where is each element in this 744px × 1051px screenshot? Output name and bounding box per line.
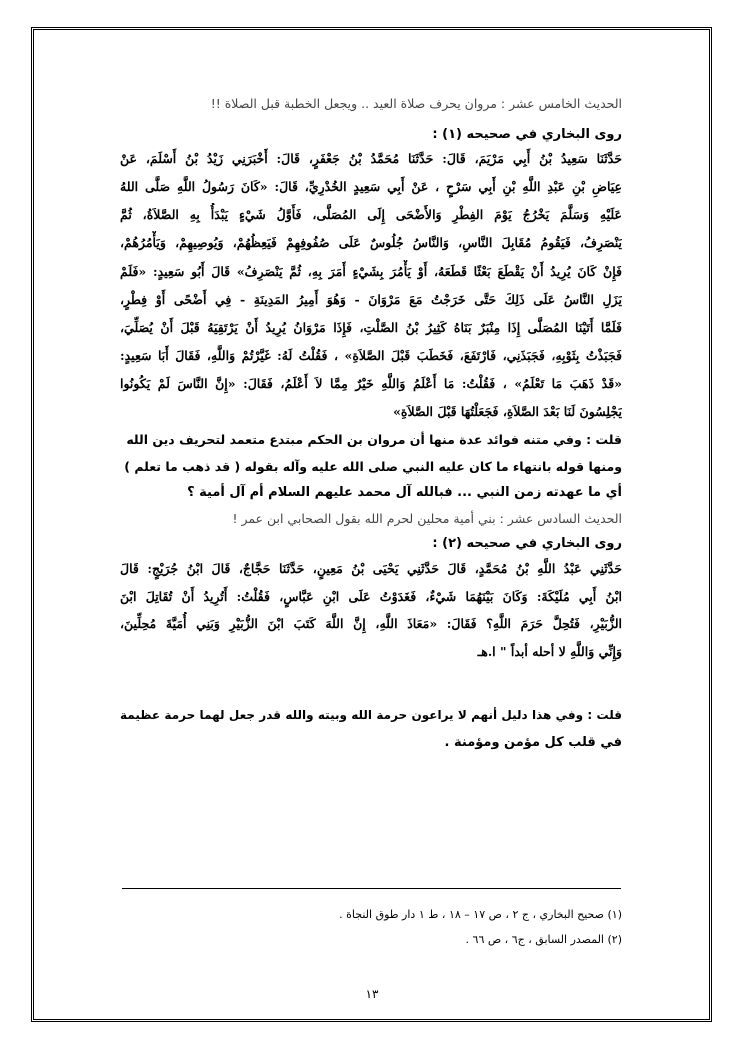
hadith-1-line-10: يَجْلِسُونَ لَنَا بَعْدَ الصَّلاَةِ، فَجَعَلْتُهَا قَبْلَ الصَّلاَةِ» <box>393 404 622 419</box>
comment-1-line-3: أي ما عهدته زمن النبي ... فبالله آل محمد عليهم السلام أم آل أمية ؟ <box>187 485 622 500</box>
hadith-1-line-8: فَجَبَذْتُ بِثَوْبِهِ، فَجَبَذَنِي، فَارْتَفَعَ، فَخَطَبَ قَبْلَ الصَّلاَةِ» ، فَقُلْتُ لَهُ: غَيَّرْتُمْ وَاللَّهِ، فَقَالَ أَبَا سَعِيدٍ: <box>120 348 622 363</box>
comment-1-line-2: ومنها قوله بانتهاء ما كان عليه النبي صلى الله عليه وآله بقوله ( قد ذهب ما تعلم ) <box>124 459 622 474</box>
hadith-1-line-5: فَإِنْ كَانَ يُرِيدُ أَنْ يَقْطَعَ بَعْثًا قَطَعَهُ، أَوْ يَأْمُرَ بِشَيْءٍ أَمَرَ بِهِ، ثُمَّ يَنْصَرِفُ» قَالَ أَبُو سَعِيدٍ: «فَلَمْ <box>120 264 622 279</box>
hadith-2-line-3: الزُّبَيْرِ، فَتُحِلَّ حَرَمَ اللَّهِ؟ فَقَالَ: «مَعَاذَ اللَّهِ، إِنَّ اللَّهَ كَتَبَ ابْنَ الزُّبَيْرِ وَبَنِي أُمَيَّةَ مُحِلِّينَ، <box>120 616 622 631</box>
narrator-line-2: روى البخاري في صحيحه (٢) : <box>432 536 622 551</box>
hadith-1-line-9: «قَدْ ذَهَبَ مَا تَعْلَمُ» ، فَقُلْتُ: مَا أَعْلَمُ وَاللَّهِ خَيْرٌ مِمَّا لاَ أَعْلَمُ، فَقَالَ: «إِنَّ النَّاسَ لَمْ يَكُونُوا <box>120 376 622 391</box>
hadith-1-line-4: يَنْصَرِفُ، فَيَقُومُ مُقَابِلَ النَّاسِ، وَالنَّاسُ جُلُوسٌ عَلَى صُفُوفِهِمْ فَيَعِظُهُمْ، وَيُوصِيهِمْ، وَيَأْمُرُهُمْ، <box>120 235 622 250</box>
footnote-2: (٢) المصدر السابق ، ج٦ ، ص ٦٦ . <box>465 933 622 946</box>
hadith-2-line-4: وَإِنِّي وَاللَّهِ لا أحله أبداً " ا.هـ <box>477 644 622 659</box>
hadith-1-line-7: فَلَمَّا أَتَيْنَا المُصَلَّى إِذَا مِنْبَرٌ بَنَاهُ كَثِيرُ بْنُ الصَّلْتِ، فَإِذَا مَرْوَانُ يُرِيدُ أَنْ يَرْتَقِيَهُ قَبْلَ أَنْ يُصَلِّيَ، <box>120 320 622 335</box>
comment-2-line-2: في قلب كل مؤمن ومؤمنة . <box>444 735 622 750</box>
hadith-1-line-3: عَلَيْهِ وَسَلَّمَ يَخْرُجُ يَوْمَ الفِطْرِ وَالأَضْحَى إِلَى المُصَلَّى، فَأَوَّلُ شَيْءٍ يَبْدَأُ بِهِ الصَّلاَةُ، ثُمَّ <box>120 207 622 222</box>
page-number: ١٣ <box>365 987 379 1001</box>
hadith-15-heading: الحديث الخامس عشر : مروان يحرف صلاة العيد .. ويجعل الخطبة قبل الصلاة !! <box>210 96 622 111</box>
hadith-16-heading: الحديث السادس عشر : بني أمية محلين لحرم الله بقول الصحابي ابن عمر ! <box>232 511 622 526</box>
hadith-1-line-6: يَزَلِ النَّاسُ عَلَى ذَلِكَ حَتَّى خَرَجْتُ مَعَ مَرْوَانَ - وَهُوَ أَمِيرُ المَدِينَةِ - فِي أَضْحًى أَوْ فِطْرٍ، <box>120 292 622 307</box>
narrator-line-1: روى البخاري في صحيحه (١) : <box>432 127 622 142</box>
footnote-separator <box>122 888 621 889</box>
footnote-1: (١) صحيح البخاري ، ج ٢ ، ص ١٧ – ١٨ ، ط ١ دار طوق النجاة . <box>339 908 622 921</box>
hadith-2-line-2: ابْنُ أَبِي مُلَيْكَةَ: وَكَانَ بَيْنَهُمَا شَيْءٌ، فَغَدَوْتُ عَلَى ابْنِ عَبَّاسٍ، فَقُلْتُ: أَتُرِيدُ أَنْ تُقَاتِلَ ابْنَ <box>120 589 622 604</box>
hadith-1-line-1: حَدَّثَنَا سَعِيدُ بْنُ أَبِي مَرْيَمَ، قَالَ: حَدَّثَنَا مُحَمَّدُ بْنُ جَعْفَرٍ، قَالَ: أَخْبَرَنِي زَيْدُ بْنُ أَسْلَمَ، عَنْ <box>120 151 622 166</box>
comment-2-line-1: قلت : وفي هذا دليل أنهم لا يراعون حرمة الله وبيته والله قدر جعل لهما حرمة عظيمة <box>120 708 622 722</box>
hadith-2-line-1: حَدَّثَنِي عَبْدُ اللَّهِ بْنُ مُحَمَّدٍ، قَالَ حَدَّثَنِي يَحْيَى بْنُ مَعِينٍ، حَدَّثَنَا حَجَّاجٌ، قَالَ ابْنُ جُرَيْجٍ: قَالَ <box>120 561 622 576</box>
comment-1-line-1: قلت : وفي متنه فوائد عدة منها أن مروان بن الحكم مبتدع متعمد لتحريف دين الله <box>126 432 622 447</box>
hadith-1-line-2: عِيَاضِ بْنِ عَبْدِ اللَّهِ بْنِ أَبِي سَرْحٍ ، عَنْ أَبِي سَعِيدٍ الخُدْرِيِّ، قَالَ: «كَانَ رَسُولُ اللَّهِ صَلَّى اللهُ <box>120 179 622 194</box>
